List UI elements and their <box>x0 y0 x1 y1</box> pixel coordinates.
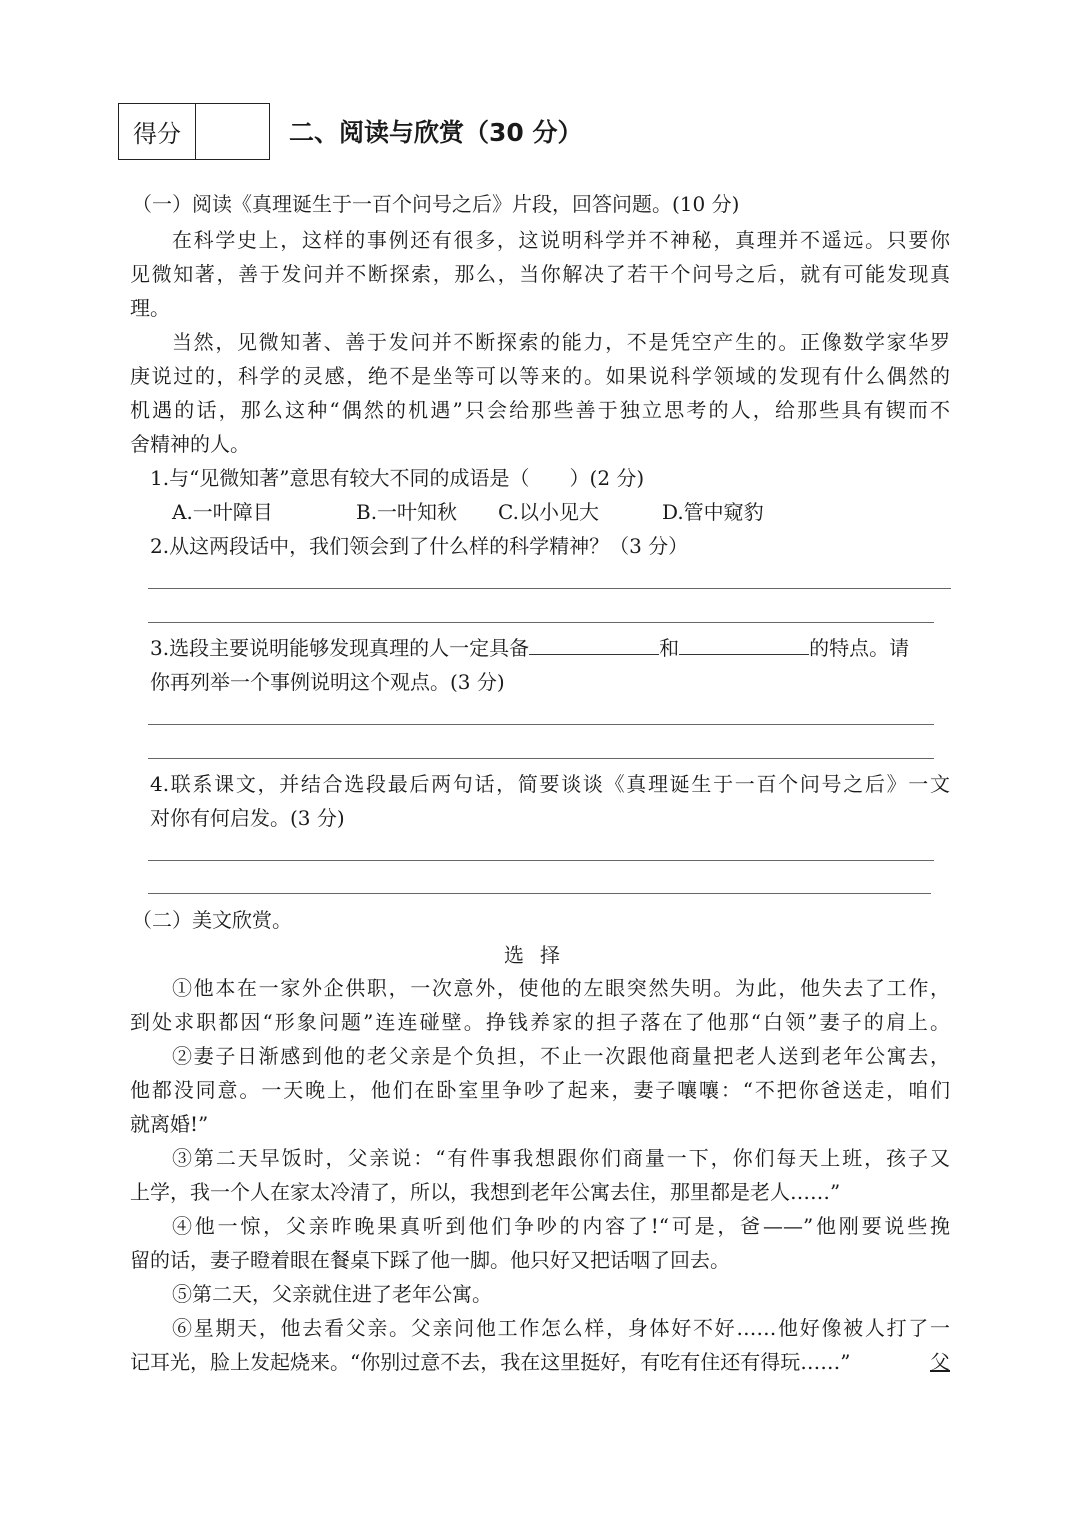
section-title: 二、阅读与欣赏（30 分） <box>289 118 583 147</box>
part2-line-12 <box>130 1345 950 1379</box>
part2-line-4: 他都没同意。一天晚上，他们在卧室里争吵了起来，妻子嚷嚷：“不把你爸送走，咱们 <box>130 1078 950 1102</box>
answer-line-q2-2[interactable] <box>148 622 934 623</box>
part2-line-9: 留的话，妻子瞪着眼在餐桌下踩了他一脚。他只好又把话咽了回去。 <box>130 1248 730 1272</box>
question-4: 4.联系课文，并结合选段最后两句话，简要谈谈《真理诞生于一百个问号之后》一文 <box>150 772 950 796</box>
question-1: 1.与“见微知著”意思有较大不同的成语是（ ）(2 分) <box>150 466 645 490</box>
part2-line-6: ③第二天早饭时，父亲说：“有件事我想跟你们商量一下，你们每天上班，孩子又 <box>172 1146 950 1170</box>
part2-line-8: ④他一惊，父亲昨晚果真听到他们争吵的内容了!“可是，爸——”他刚要说些挽 <box>172 1214 950 1238</box>
score-label: 得分 <box>119 104 196 159</box>
q1-options <box>172 495 764 529</box>
part1-line-6: 机遇的话，那么这种“偶然的机遇”只会给那些善于独立思考的人，给那些具有锲而不 <box>130 398 950 422</box>
score-blank[interactable] <box>196 104 269 159</box>
q3-blank-2[interactable] <box>679 634 809 655</box>
part1-line-2: 见微知著，善于发问并不断探索，那么，当你解决了若干个问号之后，就有可能发现真 <box>130 262 950 286</box>
part2-line-2: 到处求职都因“形象问题”连连碰壁。挣钱养家的担子落在了他那“白领”妻子的肩上。 <box>130 1010 950 1034</box>
option-a[interactable]: A.一叶障目 <box>172 500 273 524</box>
article-title: 选择 <box>504 943 576 967</box>
q3-text-a: 3.选段主要说明能够发现真理的人一定具备 <box>150 636 530 660</box>
q3-text-c: 的特点。请 <box>809 636 910 660</box>
answer-line-q4-1[interactable] <box>148 860 934 861</box>
question-3 <box>150 631 909 665</box>
question-4-line-2: 对你有何启发。(3 分) <box>150 806 345 830</box>
answer-line-q3-1[interactable] <box>148 724 934 725</box>
question-3-line-2: 你再列举一个事例说明这个观点。(3 分) <box>150 670 505 694</box>
option-d[interactable]: D.管中窥豹 <box>662 500 764 524</box>
part2-line-7: 上学，我一个人在家太冷清了，所以，我想到老年公寓去住，那里都是老人……” <box>130 1180 841 1204</box>
part2-heading: （二）美文欣赏。 <box>132 908 292 932</box>
part2-line-3: ②妻子日渐感到他的老父亲是个负担，不止一次跟他商量把老人送到老年公寓去， <box>172 1044 950 1068</box>
part1-heading: （一）阅读《真理诞生于一百个问号之后》片段，回答问题。(10 分) <box>132 192 740 216</box>
option-c[interactable]: C.以小见大 <box>498 500 599 524</box>
part2-line-12-text: 记耳光，脸上发起烧来。“你别过意不去，我在这里挺好，有吃有住还有得玩……” <box>130 1350 851 1374</box>
q3-blank-1[interactable] <box>529 634 659 655</box>
answer-line-q2-1[interactable] <box>148 588 951 589</box>
part1-line-3: 理。 <box>130 296 170 320</box>
answer-line-q3-2[interactable] <box>148 758 934 759</box>
part2-line-1: ①他本在一家外企供职，一次意外，使他的左眼突然失明。为此，他失去了工作， <box>172 976 950 1000</box>
q3-text-b: 和 <box>659 636 680 660</box>
question-2: 2.从这两段话中，我们领会到了什么样的科学精神？（3 分） <box>150 534 689 558</box>
score-box <box>118 103 270 160</box>
answer-line-q4-2[interactable] <box>148 893 931 894</box>
part2-line-11: ⑥星期天，他去看父亲。父亲问他工作怎么样，身体好不好……他好像被人打了一 <box>172 1316 950 1340</box>
part2-line-10: ⑤第二天，父亲就住进了老年公寓。 <box>172 1282 492 1306</box>
part2-line-12-last-char: 父 <box>930 1350 950 1374</box>
part1-line-7: 舍精神的人。 <box>130 432 250 456</box>
option-b[interactable]: B.一叶知秋 <box>356 500 458 524</box>
part1-line-5: 庚说过的，科学的灵感，绝不是坐等可以等来的。如果说科学领域的发现有什么偶然的 <box>130 364 950 388</box>
part1-line-1: 在科学史上，这样的事例还有很多，这说明科学并不神秘，真理并不遥远。只要你 <box>172 228 950 252</box>
part2-line-5: 就离婚!” <box>130 1112 209 1136</box>
part1-line-4: 当然，见微知著、善于发问并不断探索的能力，不是凭空产生的。正像数学家华罗 <box>172 330 950 354</box>
